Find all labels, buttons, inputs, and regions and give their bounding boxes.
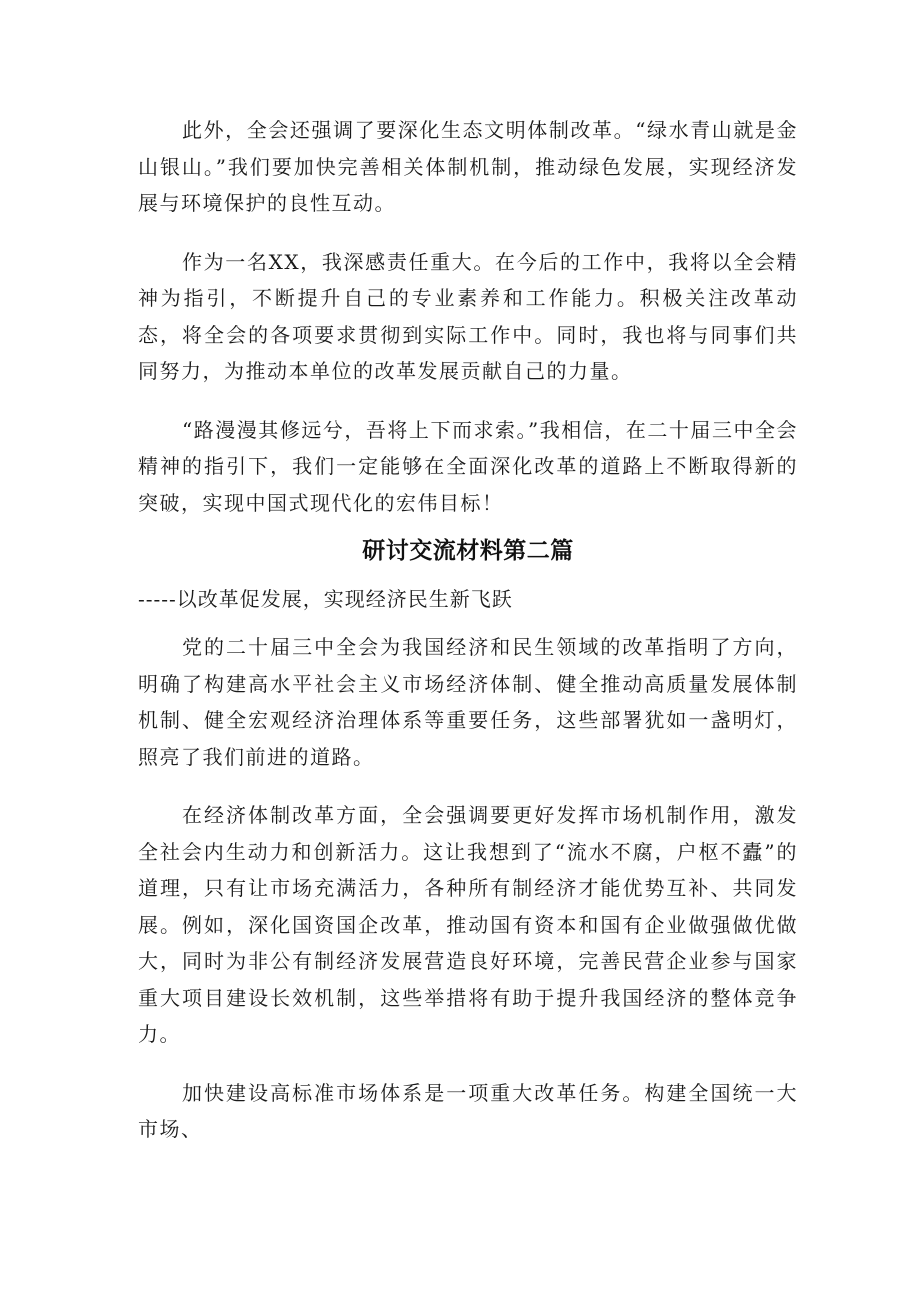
paragraph-personal-commitment: 作为一名XX，我深感责任重大。在今后的工作中，我将以全会精神为指引，不断提升自己的专业素养和工作能力。积极关注改革动态，将全会的各项要求贯彻到实际工作中。同时，我也将与同事们共同努力，为推动本单位的改革发展贡献自己的力量。: [138, 249, 798, 383]
section-subtitle: -----以改革促发展，实现经济民生新飞跃: [138, 587, 513, 611]
paragraph-spacer: [138, 617, 798, 629]
paragraph-spacer: [138, 569, 798, 581]
paragraph-economic-reform: 在经济体制改革方面，全会强调要更好发挥市场机制作用，激发全社会内生动力和创新活力。这让我想到了“流水不腐，户枢不蠹”的道理，只有让市场充满活力，各种所有制经济才能优势互补、共同发展。例如，深化国资国企改革，推动国有资本和国有企业做强做优做大，同时为非公有制经济发展营造良好环境，完善民营企业参与国家重大项目建设长效机制，这些举措将有助于提升我国经济的整体竞争力。: [138, 803, 798, 1046]
document-page: [138, 112, 798, 1148]
section-title: 研讨交流材料第二篇: [362, 538, 574, 564]
paragraph-spacer: [138, 222, 798, 244]
paragraph-spacer: [138, 1053, 798, 1075]
paragraph-plenum-direction: 党的二十届三中全会为我国经济和民生领域的改革指明了方向，明确了构建高水平社会主义市场经济体制、健全推动高质量发展体制机制、健全宏观经济治理体系等重要任务，这些部署犹如一盏明灯，照亮了我们前进的道路。: [138, 635, 798, 769]
paragraph-spacer: [138, 775, 798, 797]
paragraph-ecological-reform: 此外，全会还强调了要深化生态文明体制改革。“绿水青山就是金山银山。”我们要加快完善相关体制机制，推动绿色发展，实现经济发展与环境保护的良性互动。: [138, 118, 798, 215]
paragraph-spacer: [138, 390, 798, 412]
paragraph-market-system: 加快建设高标准市场体系是一项重大改革任务。构建全国统一大市场、: [138, 1080, 798, 1141]
paragraph-spacer: [138, 521, 798, 533]
paragraph-conclusion-quote: “路漫漫其修远兮，吾将上下而求索。”我相信，在二十届三中全会精神的指引下，我们一定能够在全面深化改革的道路上不断取得新的突破，实现中国式现代化的宏伟目标！: [138, 417, 798, 515]
